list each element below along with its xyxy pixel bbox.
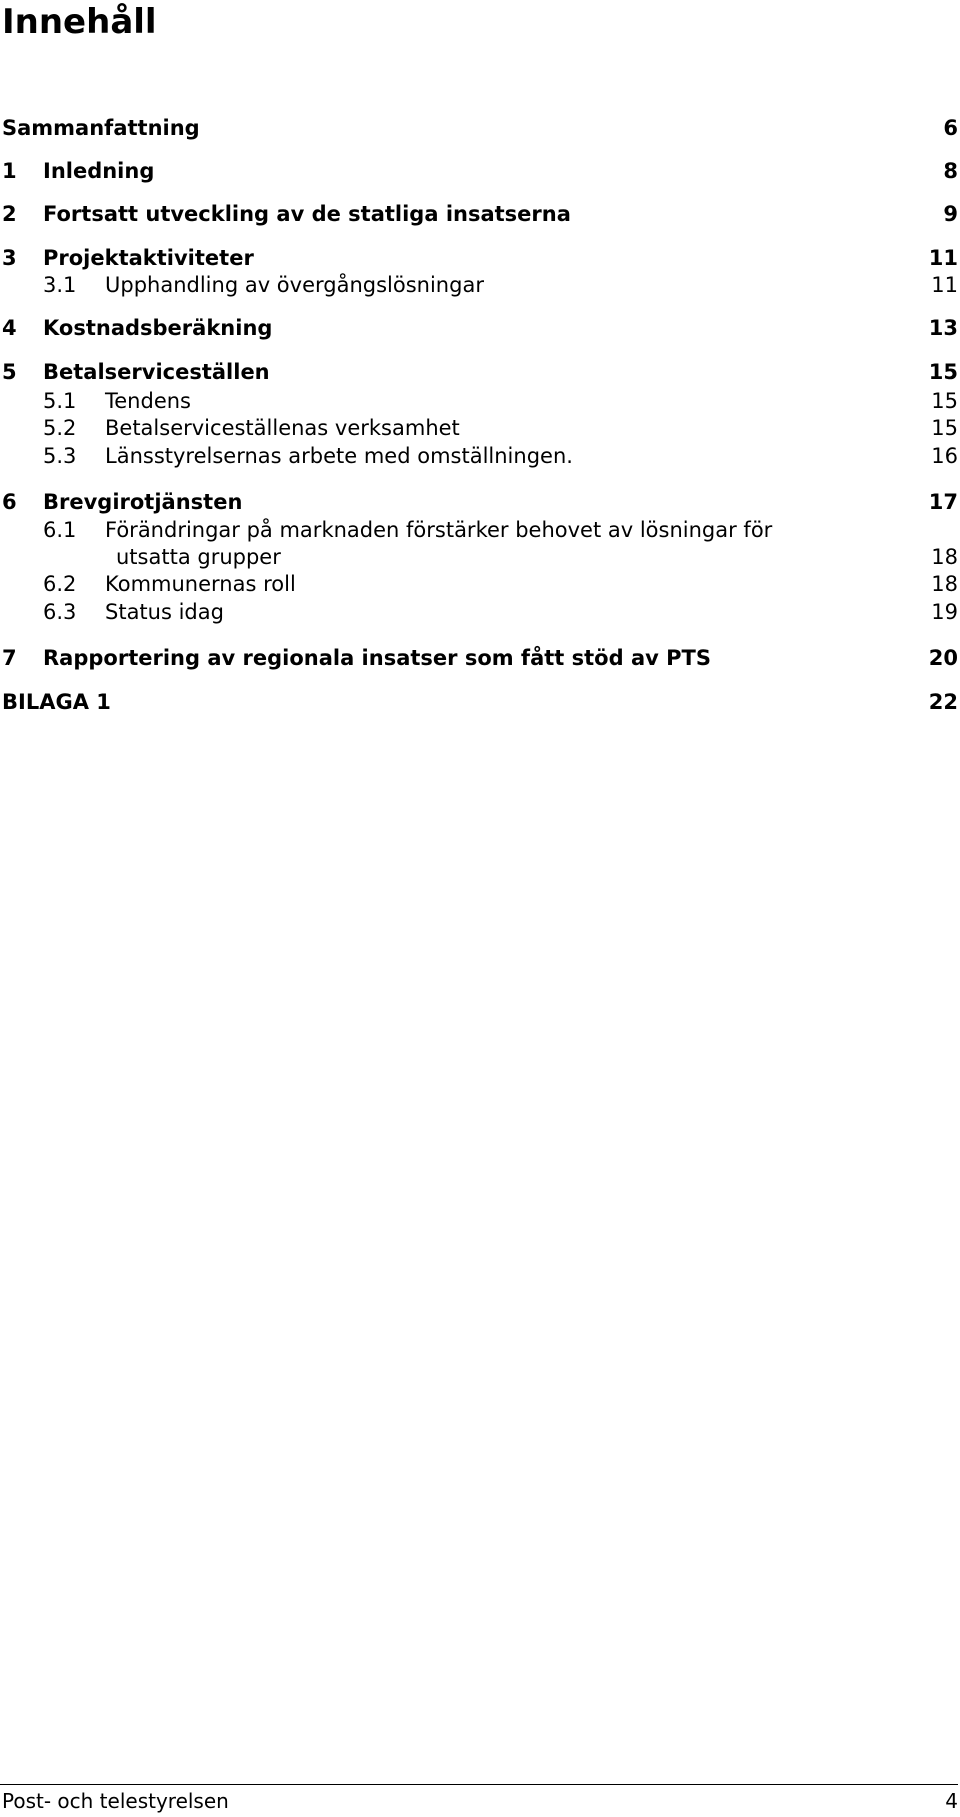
- toc-entry-number: 5: [2, 360, 17, 384]
- toc-entry-title: Inledning: [43, 159, 155, 183]
- toc-entry-page: 18: [931, 572, 958, 596]
- toc-entry-title: BILAGA 1: [2, 690, 111, 714]
- toc-entry-page: 15: [931, 389, 958, 413]
- toc-entry-3[interactable]: [0, 243, 958, 273]
- footer-divider: [0, 1784, 958, 1785]
- toc-entry-page: 11: [931, 273, 958, 297]
- toc-entry-6-2[interactable]: [0, 569, 958, 599]
- toc-entry-number: 6: [2, 490, 17, 514]
- toc-entry-page: 9: [943, 202, 958, 226]
- toc-entry-6-1-continuation[interactable]: [0, 542, 958, 572]
- toc-entry-title: Rapportering av regionala insatser som fått stöd av PTS: [43, 646, 711, 670]
- toc-entry-title: Projektaktiviteter: [43, 246, 254, 270]
- toc-entry-page: 17: [928, 490, 958, 514]
- toc-entry-number: 5.1: [43, 389, 77, 413]
- toc-entry-2[interactable]: [0, 199, 958, 229]
- toc-entry-4[interactable]: [0, 313, 958, 343]
- toc-entry-6-3[interactable]: [0, 597, 958, 627]
- toc-entry-number: 7: [2, 646, 17, 670]
- toc-entry-appendix[interactable]: [0, 687, 958, 717]
- toc-entry-title: Sammanfattning: [2, 116, 200, 140]
- toc-entry-title: Kostnadsberäkning: [43, 316, 273, 340]
- toc-entry-title: Status idag: [105, 600, 224, 624]
- toc-entry-1[interactable]: [0, 156, 958, 186]
- toc-entry-title: Fortsatt utveckling av de statliga insatserna: [43, 202, 571, 226]
- toc-entry-title: Förändringar på marknaden förstärker behovet av lösningar för: [105, 518, 773, 542]
- toc-entry-page: 19: [931, 600, 958, 624]
- toc-entry-number: 6.3: [43, 600, 77, 624]
- toc-entry-number: 2: [2, 202, 17, 226]
- toc-entry-title: Länsstyrelsernas arbete med omställningen.: [105, 444, 573, 468]
- toc-entry-title: Upphandling av övergångslösningar: [105, 273, 484, 297]
- toc-entry-title: Brevgirotjänsten: [43, 490, 243, 514]
- toc-entry-number: 4: [2, 316, 17, 340]
- toc-entry-page: 13: [928, 316, 958, 340]
- toc-entry-page: 20: [928, 646, 958, 670]
- toc-entry-number: 6.2: [43, 572, 77, 596]
- toc-entry-6-1[interactable]: [0, 515, 958, 545]
- footer-organization: Post- och telestyrelsen: [2, 1789, 229, 1813]
- toc-entry-number: 6.1: [43, 518, 77, 542]
- toc-entry-page: 11: [928, 246, 958, 270]
- page-title: Innehåll: [2, 2, 157, 42]
- toc-entry-title: Kommunernas roll: [105, 572, 296, 596]
- toc-entry-5-1[interactable]: [0, 386, 958, 416]
- toc-entry-page: 16: [931, 444, 958, 468]
- toc-entry-page: 6: [943, 116, 958, 140]
- toc-entry-5-3[interactable]: [0, 441, 958, 471]
- toc-entry-7[interactable]: [0, 643, 958, 673]
- toc-entry-5-2[interactable]: [0, 413, 958, 443]
- toc-entry-title: Betalserviceställen: [43, 360, 270, 384]
- toc-entry-page: 22: [928, 690, 958, 714]
- toc-entry-number: 3.1: [43, 273, 77, 297]
- toc-entry-number: 5.3: [43, 444, 77, 468]
- toc-entry-title: Tendens: [105, 389, 191, 413]
- toc-entry-title-continuation: utsatta grupper: [116, 545, 281, 569]
- toc-entry-number: 3: [2, 246, 17, 270]
- toc-entry-page: 15: [928, 360, 958, 384]
- toc-entry-5[interactable]: [0, 357, 958, 387]
- toc-entry-number: 5.2: [43, 416, 77, 440]
- footer-page-number: 4: [945, 1789, 958, 1813]
- toc-entry-3-1[interactable]: [0, 270, 958, 300]
- toc-entry-page: 18: [931, 545, 958, 569]
- toc-entry-6[interactable]: [0, 487, 958, 517]
- toc-entry-page: 15: [931, 416, 958, 440]
- toc-entry-summary[interactable]: [0, 113, 958, 143]
- toc-entry-title: Betalserviceställenas verksamhet: [105, 416, 460, 440]
- toc-entry-number: 1: [2, 159, 17, 183]
- toc-entry-page: 8: [943, 159, 958, 183]
